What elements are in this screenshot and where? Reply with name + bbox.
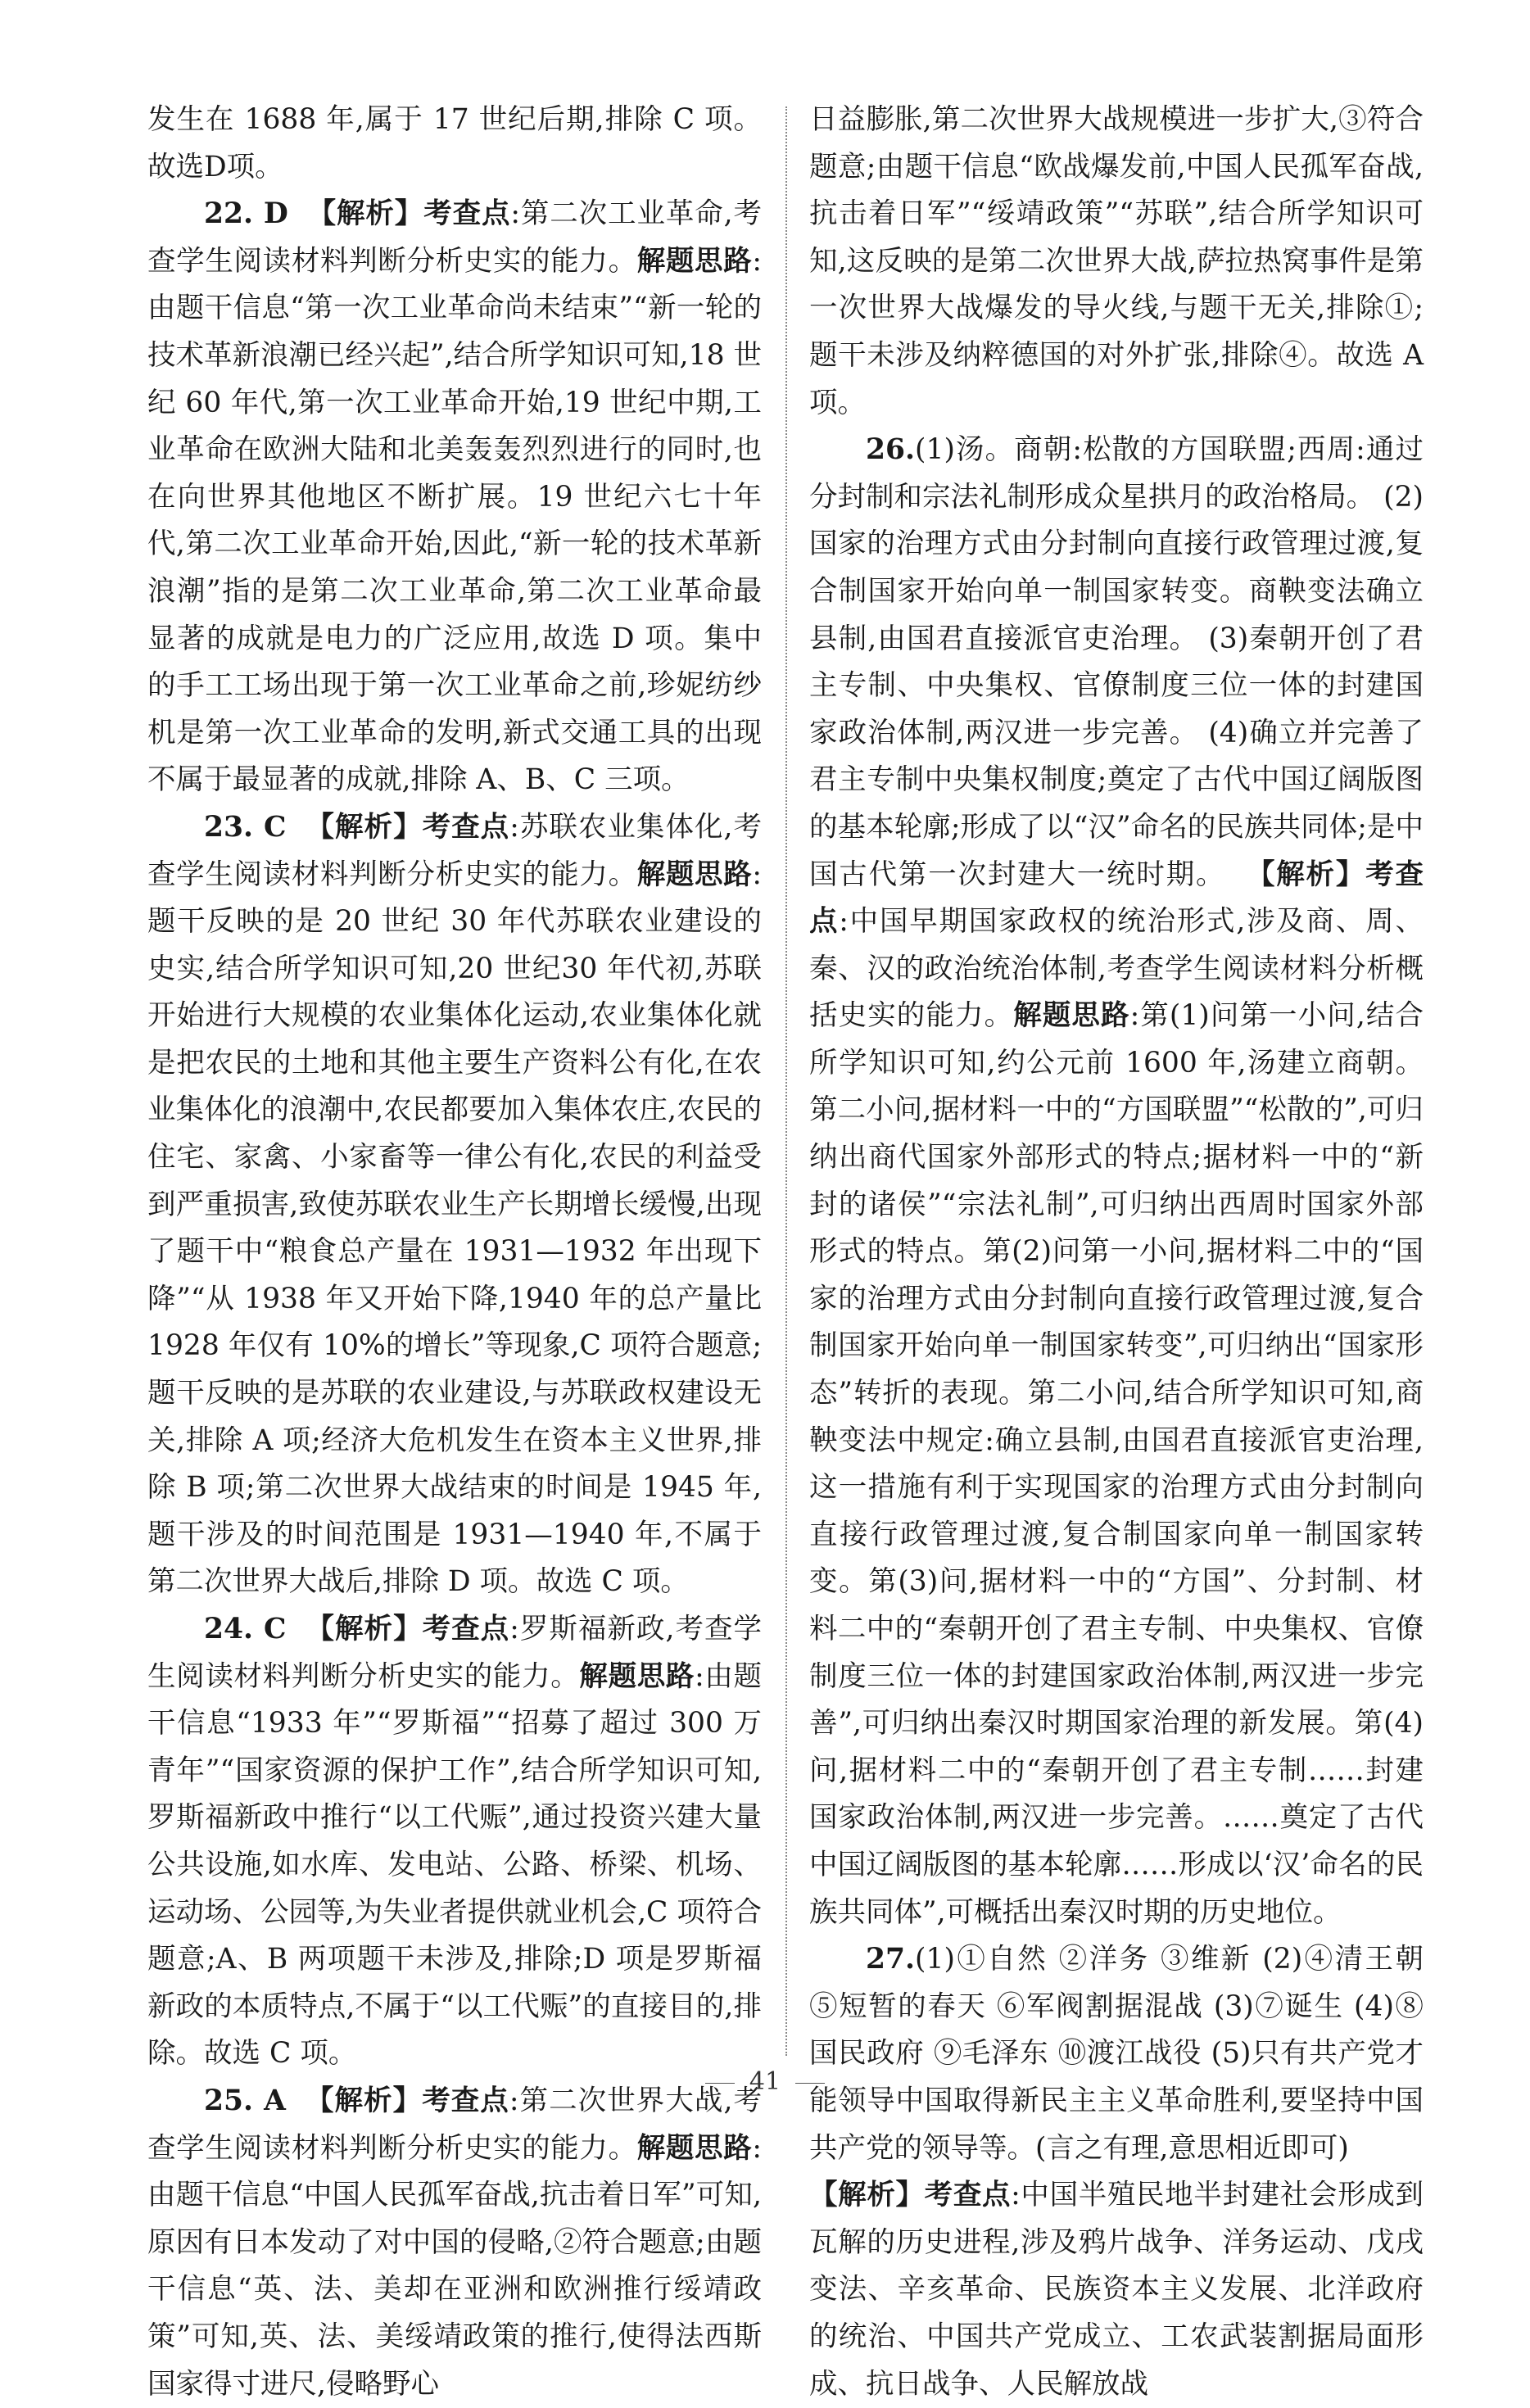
- keypoint-label: 考查点: [924, 2179, 1012, 2212]
- idea-label: 解题思路: [636, 244, 753, 278]
- right-column: [809, 97, 1424, 2401]
- analysis-tag: 【解析】: [305, 2084, 423, 2117]
- page-number: 41: [749, 2067, 781, 2096]
- paragraph-continuation: [809, 97, 1424, 427]
- question-number: 27.: [866, 1943, 916, 1976]
- analysis-tag: 【解析】: [809, 2179, 925, 2212]
- footer-dash-right: [795, 2083, 825, 2084]
- answer-text: (1)汤。商朝:松散的方国联盟;西周:通过分封制和宗法礼制形成众星拱月的政治格局。 (2)国家的治理方式由分封制向直接行政管理过渡,复合制国家开始向单一制国家转变。商鞅变法确立县制,由国君直接派官吏治理。 (3)秦朝开创了君主专制、中央集权、官僚制度三位一体的封建国家政治体制,两汉进一步完善。 (4)确立并完善了君主专制中央集权制度;奠定了古代中国辽阔版图的基本轮廓;形成了以“汉”命名的民族共同体;是中国古代第一次封建大一统时期。: [809, 433, 1424, 891]
- left-column: [147, 97, 763, 2401]
- idea-label: 解题思路: [1013, 999, 1130, 1033]
- idea-label: 解题思路: [636, 2131, 753, 2165]
- keypoint-label: 考查点: [422, 1613, 510, 1645]
- keypoint-label: 考查点: [422, 810, 510, 844]
- page-footer: [0, 2067, 1530, 2096]
- question-number: 26.: [866, 433, 916, 467]
- answer-text: (1)①自然 ②洋务 ③维新 (2)④清王朝 ⑤短暂的春天 ⑥军阀割据混战 (3)⑦诞生 (4)⑧国民政府 ⑨毛泽东 ⑩渡江战役 (5)只有共产党才能领导中国取得新民主主义革命胜利,要坚持中国共产党的领导等。(言之有理,意思相近即可): [809, 1943, 1424, 2165]
- answer-27: [809, 1936, 1424, 2172]
- answer-22: [147, 191, 762, 804]
- analysis-tag: 【解析】: [306, 1613, 423, 1645]
- question-number: 25. A: [204, 2084, 286, 2117]
- answer-26: [809, 427, 1424, 1936]
- keypoint-text: :苏联农业集体化,考查学生阅读材料判断分析史实的能力。: [147, 810, 762, 891]
- idea-text: :第(1)问第一小问,结合所学知识可知,约公元前 1600 年,汤建立商朝。第二小问,据材料一中的“方国联盟”“松散的”,可归纳出商代国家外部形式的特点;据材料一中的“新封的诸侯”“宗法礼制”,可归纳出西周时国家外部形式的特点。第(2)问第一小问,据材料二中的“国家的治理方式由分封制向直接行政管理过渡,复合制国家开始向单一制国家转变”,可归纳出“国家形态”转折的表现。第二小问,结合所学知识可知,商鞅变法中规定:确立县制,由国君直接派官吏治理,这一措施有利于实现国家的治理方式由分封制向直接行政管理过渡,复合制国家向单一制国家转变。第(3)问,据材料一中的“方国”、分封制、材料二中的“秦朝开创了君主专制、中央集权、官僚制度三位一体的封建国家政治体制,两汉进一步完善”,可归纳出秦汉时期国家治理的新发展。第(4)问,据材料二中的“秦朝开创了君主专制……封建国家政治体制,两汉进一步完善。……奠定了古代中国辽阔版图的基本轮廓……形成以‘汉’命名的民族共同体”,可概括出秦汉时期的历史地位。: [809, 999, 1424, 1929]
- footer-dash-left: [705, 2083, 735, 2084]
- column-divider: [785, 106, 787, 2056]
- idea-label: 解题思路: [579, 1659, 695, 1693]
- keypoint-text: :第二次世界大战,考查学生阅读材料判断分析史实的能力。: [147, 2084, 763, 2165]
- analysis-tag: 【解析】: [1246, 858, 1366, 891]
- analysis-tag: 【解析】: [307, 197, 424, 231]
- paragraph-continuation: [147, 97, 762, 191]
- idea-text: :由题干信息“1933 年”“罗斯福”“招募了超过 300 万青年”“国家资源的保护工作”,结合所学知识可知,罗斯福新政中推行“以工代赈”,通过投资兴建大量公共设施,如水库、发电站、公路、桥梁、机场、运动场、公园等,为失业者提供就业机会,C 项符合题意;A、B 两项题干未涉及,排除;D 项是罗斯福新政的本质特点,不属于“以工代赈”的直接目的,排除。故选 C 项。: [147, 1659, 763, 2071]
- answer-27-analysis: [809, 2172, 1424, 2408]
- idea-text: :题干反映的是 20 世纪 30 年代苏联农业建设的史实,结合所学知识可知,20 世纪30 年代初,苏联开始进行大规模的农业集体化运动,农业集体化就是把农民的土地和其他主要生产资料公有化,在农业集体化的浪潮中,农民都要加入集体农庄,农民的住宅、家禽、小家畜等一律公有化,农民的利益受到严重损害,致使苏联农业生产长期增长缓慢,出现了题干中“粮食总产量在 1931—1932 年出现下降”“从 1938 年又开始下降,1940 年的总产量比 1928 年仅有 10%的增长”等现象,C 项符合题意;题干反映的是苏联的农业建设,与苏联政权建设无关,排除 A 项;经济大危机发生在资本主义世界,排除 B 项;第二次世界大战结束的时间是 1945 年,题干涉及的时间范围是 1931—1940 年,不属于第二次世界大战后,排除 D 项。故选 C 项。: [147, 858, 763, 1599]
- keypoint-text: :中国半殖民地半封建社会形成到瓦解的历史进程,涉及鸦片战争、洋务运动、戊戌变法、辛亥革命、民族资本主义发展、北洋政府的统治、中国共产党成立、工农武装割据局面形成、抗日战争、人民解放战: [809, 2179, 1424, 2401]
- answer-24: [147, 1606, 762, 2078]
- keypoint-label: 考查点: [422, 2084, 509, 2117]
- keypoint-label: 考查点: [809, 858, 1424, 939]
- question-number: 23. C: [204, 810, 287, 844]
- keypoint-text: :中国早期国家政权的统治形式,涉及商、周、秦、汉的政治统治体制,考查学生阅读材料分析概括史实的能力。: [809, 905, 1424, 1033]
- paragraph-text: 发生在 1688 年,属于 17 世纪后期,排除 C 项。故选D项。: [147, 103, 762, 183]
- idea-text: :由题干信息“中国人民孤军奋战,抗击着日军”可知,原因有日本发动了对中国的侵略,②符合题意;由题干信息“英、法、美却在亚洲和欧洲推行绥靖政策”可知,英、法、美绥靖政策的推行,使得法西斯国家得寸进尺,侵略野心: [147, 2131, 763, 2401]
- keypoint-label: 考查点: [423, 197, 511, 231]
- idea-label: 解题思路: [636, 858, 753, 891]
- analysis-tag: 【解析】: [306, 810, 423, 844]
- keypoint-text: :罗斯福新政,考查学生阅读材料判断分析史实的能力。: [147, 1613, 762, 1693]
- paragraph-text: 日益膨胀,第二次世界大战规模进一步扩大,③符合题意;由题干信息“欧战爆发前,中国人民孤军奋战,抗击着日军”“绥靖政策”“苏联”,结合所学知识可知,这反映的是第二次世界大战,萨拉热窝事件是第一次世界大战爆发的导火线,与题干无关,排除①;题干未涉及纳粹德国的对外扩张,排除④。故选 A 项。: [809, 103, 1424, 419]
- answer-23: [147, 804, 762, 1606]
- question-number: 22. D: [204, 197, 288, 231]
- keypoint-text: :第二次工业革命,考查学生阅读材料判断分析史实的能力。: [147, 197, 763, 278]
- answer-25: [147, 2078, 762, 2408]
- idea-text: :由题干信息“第一次工业革命尚未结束”“新一轮的技术革新浪潮已经兴起”,结合所学知识可知,18 世纪 60 年代,第一次工业革命开始,19 世纪中期,工业革命在欧洲大陆和北美轰轰烈烈进行的同时,也在向世界其他地区不断扩展。19 世纪六七十年代,第二次工业革命开始,因此,“新一轮的技术革新浪潮”指的是第二次工业革命,第二次工业革命最显著的成就是电力的广泛应用,故选 D 项。集中的手工工场出现于第一次工业革命之前,珍妮纺纱机是第一次工业革命的发明,新式交通工具的出现不属于最显著的成就,排除 A、B、C 三项。: [147, 244, 763, 797]
- question-number: 24. C: [204, 1613, 287, 1645]
